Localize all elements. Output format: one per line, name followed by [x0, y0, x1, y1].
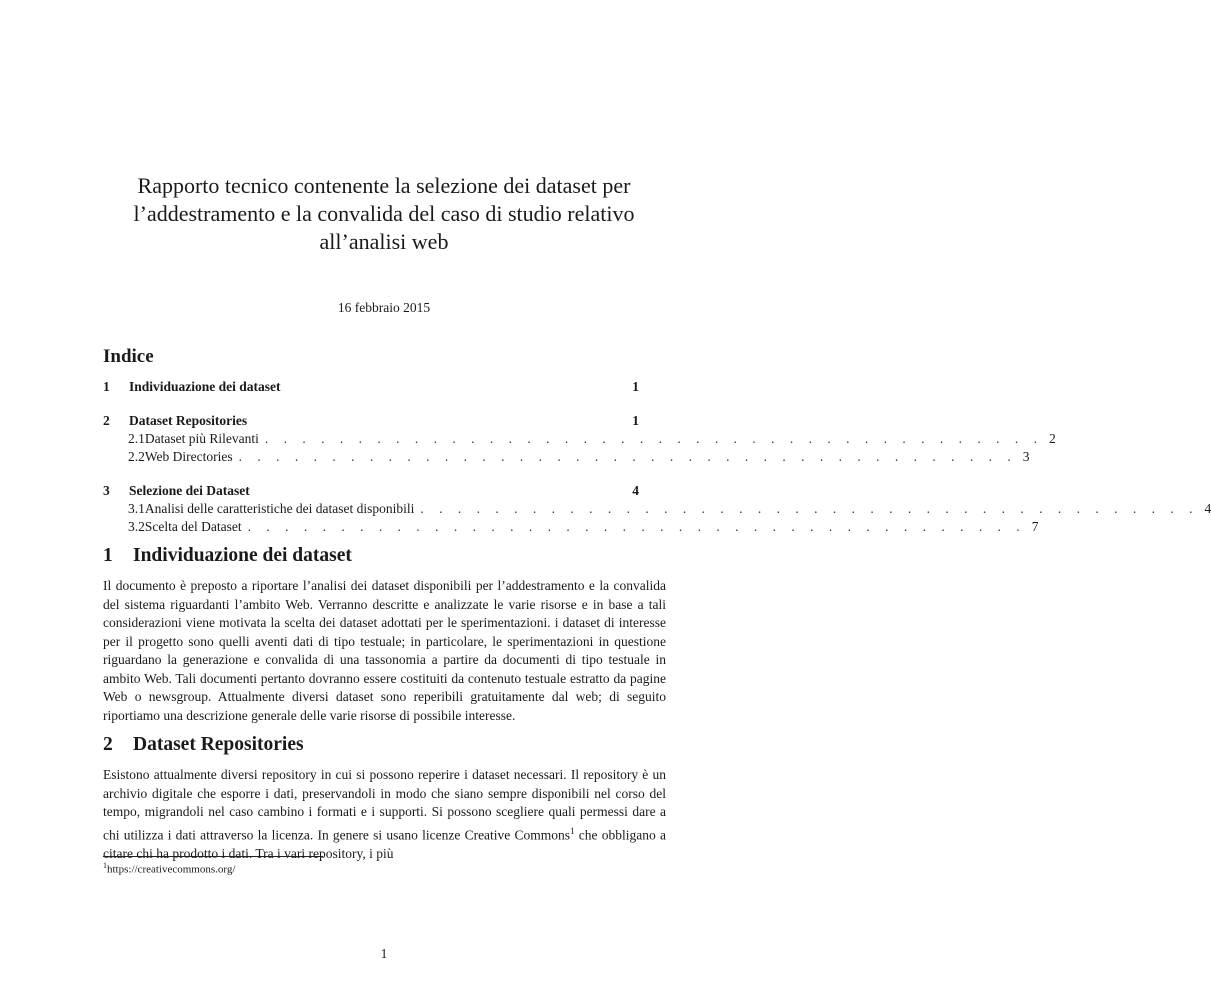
footnote-reference[interactable]: 1: [570, 825, 575, 836]
section-heading: [103, 734, 304, 756]
title-line: l’addestramento e la convalida del caso di studio relativo: [133, 201, 635, 226]
toc-leader-dots: . . . . . . . . . . . . . . . . . . . . . . . . . . . . . . . . . . . . . . . . . .: [238, 449, 1017, 464]
toc-entry-page: 3: [1022, 449, 1030, 464]
toc-entry-number: 1: [103, 379, 110, 394]
toc-leader-dots: . . . . . . . . . . . . . . . . . . . . . . . . . . . . . . . . . . . . . . . . . .: [420, 501, 1199, 516]
toc-leader-dots: . . . . . . . . . . . . . . . . . . . . . . . . . . . . . . . . . . . . . . . . . .: [247, 519, 1026, 534]
section-text: Esistono attualmente diversi repository in cui si possono reperire i dataset necessari. Il repository è un archivio digitale che esporre i dati, preservandoli in modo che siano sempre disponibili nel corso del tempo, migrandoli nel caso cambino i formati e i supporti. Si possono scegliere quali permessi dare a chi utilizza i dati attraverso la licenza. In genere si usano licenze Creative Commons: [103, 767, 666, 842]
toc-entry-number: 3.1: [128, 501, 145, 516]
section-text: che obbligano a citare chi ha prodotto i dati. Tra i vari repository, i più: [103, 827, 666, 861]
toc-entry-number: 2: [103, 413, 110, 428]
footnote-mark: 1: [103, 861, 107, 870]
section-heading: [103, 545, 352, 567]
toc-entry-label: Dataset Repositories: [129, 413, 248, 428]
toc-entry-label: Analisi delle caratteristiche dei dataset disponibili: [144, 501, 415, 516]
toc-entry[interactable]: [103, 483, 639, 501]
footnote-link[interactable]: https://creativecommons.org/: [107, 863, 236, 876]
toc-leader-dots: . . . . . . . . . . . . . . . . . . . . . . . . . . . . . . . . . . . . . . . . . .: [264, 431, 1043, 446]
title-line: Rapporto tecnico contenente la selezione dei dataset per: [137, 173, 631, 198]
section-number: 2: [103, 734, 113, 755]
document-title: [0, 172, 768, 256]
toc-entry[interactable]: [103, 431, 1056, 449]
toc-entry-page: 4: [1204, 501, 1211, 516]
toc-heading: Indice: [103, 346, 154, 367]
toc-entry-label: Individuazione dei dataset: [129, 379, 281, 394]
section-body: Il documento è preposto a riportare l’analisi dei dataset disponibili per l’addestramento e la convalida del sistema riguardanti l’ambito Web. Verranno descritte e analizzate le varie risorse e in base a tali considerazioni viene motivata la scelta dei dataset adottati per le sperimentazioni. i dataset di interesse per il progetto sono quelli aventi dati di tipo testuale; in particolare, le sperimentazioni in questione riguardano la generazione e convalida di una tassonomia a partire da documenti di tipo testuale in ambito Web. Tali documenti pertanto dovranno essere costituiti da contenuto testuale estratto da pagine Web o newsgroup. Attualmente diversi dataset sono reperibili gratuitamente dal web; di seguito riportiamo una descrizione generale delle varie risorse di possibile interesse.: [103, 578, 666, 723]
toc-entry-page: 7: [1031, 519, 1039, 534]
section-title: Dataset Repositories: [133, 734, 304, 755]
toc-entry-number: 3.2: [128, 519, 145, 534]
toc-entry-label: Selezione dei Dataset: [129, 483, 250, 498]
toc-entry-page: 1: [632, 413, 639, 428]
footnote-rule: [103, 856, 323, 857]
toc-entry[interactable]: [103, 501, 1211, 519]
title-line: all’analisi web: [319, 229, 449, 254]
toc-entry-number: 3: [103, 483, 110, 498]
toc-entry[interactable]: [103, 449, 1030, 467]
section-number: 1: [103, 545, 113, 566]
toc-entry-page: 2: [1048, 431, 1056, 446]
toc-entry-page: 4: [632, 483, 639, 498]
toc-entry[interactable]: [103, 519, 1039, 537]
toc-entry-number: 2.2: [128, 449, 145, 464]
section-title: Individuazione dei dataset: [133, 545, 352, 566]
toc-entry-label: Dataset più Rilevanti: [144, 431, 259, 446]
footnote: [103, 861, 235, 876]
toc-entry-label: Scelta del Dataset: [144, 519, 242, 534]
document-date: 16 febbraio 2015: [337, 300, 431, 315]
toc-entry[interactable]: [103, 413, 639, 431]
page-number: 1: [380, 946, 388, 961]
toc-entry-page: 1: [632, 379, 639, 394]
toc-entry-number: 2.1: [128, 431, 145, 446]
toc-entry[interactable]: [103, 379, 639, 397]
toc-entry-label: Web Directories: [144, 449, 233, 464]
section-body: [103, 766, 666, 863]
